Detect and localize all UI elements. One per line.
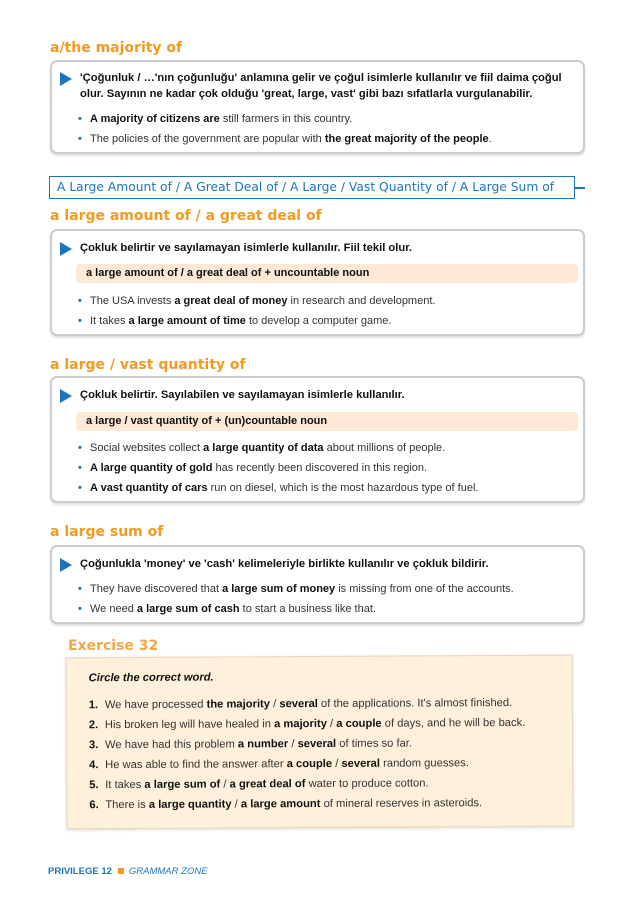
bullet-icon: • — [78, 113, 82, 125]
exercise-item: 1. We have processed the majority / several of the applications. It's almost finished. — [88, 696, 513, 712]
exercise-item: 4. He was able to find the answer after a couple / several random guesses. — [89, 757, 469, 772]
rule-box-amount — [50, 229, 585, 336]
banner-divider — [575, 187, 585, 189]
triangle-icon — [60, 242, 72, 256]
topic-banner: A Large Amount of / A Great Deal of / A Large / Vast Quantity of / A Large Sum of — [49, 176, 575, 199]
exercise-item: 3. We have had this problem a number / several of times so far. — [88, 737, 413, 752]
example-sentence: • Social websites collect a large quantity of data about millions of people. — [78, 442, 446, 454]
option-b[interactable]: a couple — [336, 717, 382, 730]
section-heading-majority: a/the majority of — [50, 40, 183, 56]
option-b[interactable]: several — [341, 757, 381, 770]
square-icon — [118, 868, 124, 874]
option-b[interactable]: several — [297, 737, 337, 751]
section-heading-amount: a large amount of / a great deal of — [50, 208, 322, 224]
formula-pattern: a large / vast quantity of + (un)countable noun — [76, 412, 578, 431]
exercise-paper — [66, 655, 574, 830]
bullet-icon: • — [78, 133, 82, 145]
page-footer — [48, 866, 208, 877]
section-heading-sum: a large sum of — [50, 524, 164, 540]
rule-text: Çoğunlukla 'money' ve 'cash' kelimeleriyle birlikte kullanılır ve çokluk bildirir. — [60, 557, 573, 573]
bullet-icon: • — [78, 583, 82, 595]
rule-text: Çokluk belirtir ve sayılamayan isimlerle kullanılır. Fiil tekil olur. — [60, 241, 573, 257]
bullet-icon: • — [78, 315, 82, 327]
rule-box-majority — [50, 60, 585, 154]
example-sentence: • A vast quantity of cars run on diesel, which is the most hazardous type of fuel. — [78, 482, 479, 494]
example-sentence: • We need a large sum of cash to start a business like that. — [78, 603, 376, 615]
option-a[interactable]: a majority — [274, 717, 327, 731]
option-a[interactable]: the majority — [206, 698, 271, 711]
triangle-icon — [60, 558, 72, 572]
bullet-icon: • — [78, 603, 82, 615]
bullet-icon: • — [78, 482, 82, 494]
option-a[interactable]: a couple — [286, 757, 333, 771]
example-sentence: • A large quantity of gold has recently been discovered in this region. — [78, 462, 428, 474]
example-sentence: • It takes a large amount of time to develop a computer game. — [78, 315, 392, 327]
exercise-instruction: Circle the correct word. — [88, 671, 214, 685]
option-b[interactable]: a great deal of — [229, 778, 306, 791]
option-a[interactable]: a number — [237, 738, 289, 751]
option-a[interactable]: a large quantity — [148, 798, 232, 811]
exercise-item: 6. There is a large quantity / a large amount of mineral reserves in asteroids. — [89, 797, 483, 812]
option-a[interactable]: a large sum of — [144, 778, 221, 791]
triangle-icon — [60, 389, 72, 403]
rule-text: Çokluk belirtir. Sayılabilen ve sayılamayan isimlerle kullanılır. — [60, 388, 573, 404]
bullet-icon: • — [78, 295, 82, 307]
exercise-item: 2. His broken leg will have healed in a majority / a couple of days, and he will be back. — [88, 716, 526, 732]
exercise-title: Exercise 32 — [68, 638, 159, 654]
rule-box-sum — [50, 545, 585, 624]
footer-brand: PRIVILEGE 12 — [48, 866, 112, 877]
exercise-item: 5. It takes a large sum of / a great deal of water to produce cotton. — [89, 777, 429, 792]
option-b[interactable]: several — [279, 698, 318, 711]
example-sentence: • The policies of the government are popular with the great majority of the people. — [78, 133, 492, 145]
bullet-icon: • — [78, 462, 82, 474]
section-heading-quantity: a large / vast quantity of — [50, 357, 246, 373]
example-sentence: • The USA invests a great deal of money in research and development. — [78, 295, 436, 307]
rule-box-quantity — [50, 376, 585, 503]
example-sentence: • A majority of citizens are still farmers in this country. — [78, 113, 353, 125]
bullet-icon: • — [78, 442, 82, 454]
formula-pattern: a large amount of / a great deal of + uncountable noun — [76, 264, 578, 283]
triangle-icon — [60, 72, 72, 86]
rule-text: 'Çoğunluk / …'nın çoğunluğu' anlamına gelir ve çoğul isimlerle kullanılır ve fiil daima çoğul olur. Sayının ne kadar çok olduğu 'great, large, vast' gibi bazı sıfatlarla vurgulanabilir. — [60, 71, 573, 102]
option-b[interactable]: a large amount — [240, 797, 321, 811]
example-sentence: • They have discovered that a large sum of money is missing from one of the accounts. — [78, 583, 514, 595]
footer-zone: GRAMMAR ZONE — [128, 866, 208, 877]
